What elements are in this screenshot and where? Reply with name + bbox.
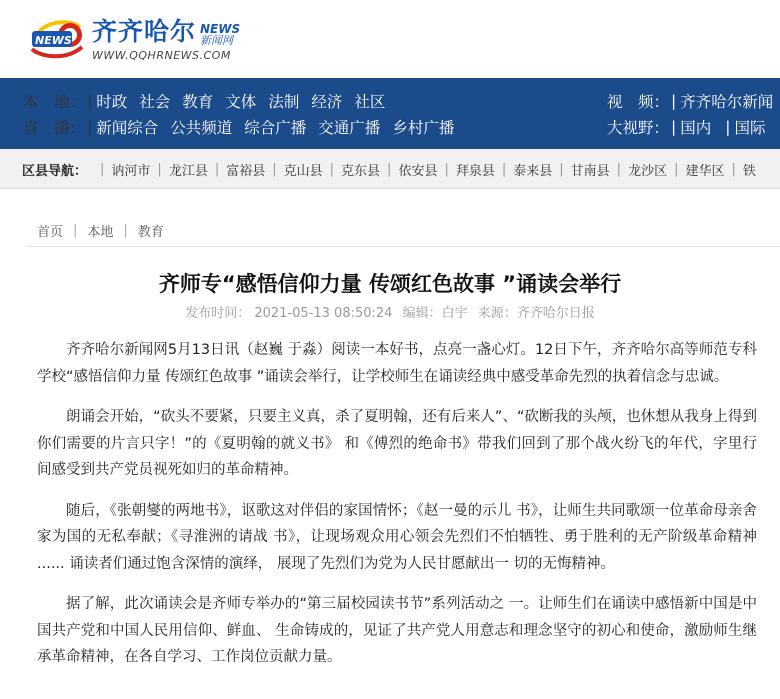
article-editor: 编辑：白宇 [402, 306, 468, 321]
logo-url: WWW.QQHRNEWS.COM [92, 48, 231, 62]
breadcrumb [37, 220, 164, 240]
article-paragraph: 齐齐哈尔新闻网5月13日讯（赵巍 于淼）阅读一本好书，点亮一盏心灯。12日下午，齐齐哈尔高等师范专科学校“感悟信仰力量 传颂红色故事 ”诵读会举行，让学校师生在诵读经典中感受革命先烈的执着信念与忠诚。 [37, 342, 757, 385]
nav-link-jingji[interactable]: 经济 [311, 93, 343, 111]
nav-link-guonei[interactable]: 国内 [680, 119, 712, 137]
nav-link-jiaoyu[interactable]: 教育 [182, 93, 214, 111]
logo-name: 齐齐哈尔 [92, 16, 197, 46]
nav-link-fazhi[interactable]: 法制 [268, 93, 300, 111]
county-divider: | [501, 161, 507, 177]
nav-divider: | [725, 118, 731, 136]
nav-divider: | [671, 92, 677, 110]
county-item[interactable]: 依安县 [398, 163, 438, 179]
nav-link-guoji[interactable]: 国际 [734, 119, 766, 137]
county-item[interactable]: 铁 [742, 163, 756, 179]
nav-link-xinwenzonghe[interactable]: 新闻综合 [96, 119, 159, 137]
county-divider: | [100, 161, 105, 177]
nav-label-vision: 大视野： [607, 119, 670, 137]
county-item[interactable]: 讷河市 [111, 163, 151, 179]
nav-link-xiangcunguangbo[interactable]: 乡村广播 [392, 119, 455, 137]
breadcrumb-home[interactable]: 首页 [37, 224, 64, 240]
county-divider: | [559, 161, 564, 177]
county-nav [0, 149, 780, 189]
county-item[interactable]: 克东县 [341, 163, 381, 179]
article-paragraph: 随后，《张朝燮的两地书》，讴歌这对伴侣的家国情怀；《赵一曼的示儿 书》，让师生共同歌颂一位革命母亲舍家为国的无私奉献；《寻淮洲的请战 书》，让现场观众用心领会先烈们不怕牺牲、勇于胜利的无产阶级革命精神 ...... 诵读者们通过饱含深情的演绎， 展现了先烈们为党为人民甘愿献出一 切的无悔精神。 [37, 502, 757, 572]
logo-news-label: NEWS [200, 21, 241, 36]
county-divider: | [157, 161, 162, 177]
breadcrumb-separator: | [123, 222, 128, 238]
nav-label-local: 本 地： [23, 93, 86, 111]
nav-row-local [23, 88, 397, 114]
county-item[interactable]: 泰来县 [513, 163, 553, 179]
nav-link-qqhr-news[interactable]: 齐齐哈尔新闻 [680, 93, 774, 111]
county-divider: | [329, 161, 335, 177]
article-source: 来源：齐齐哈尔日报 [477, 306, 595, 321]
article-body [37, 337, 757, 685]
nav-row-vision [607, 114, 778, 140]
breadcrumb-divider-line [26, 246, 780, 247]
article-publish-time: 发布时间： 2021-05-13 08:50:24 [185, 306, 393, 321]
nav-divider: | [87, 118, 93, 136]
article-paragraph: 朗诵会开始，“砍头不要紧，只要主义真，杀了夏明翰，还有后来人”、“砍断我的头颅，也休想从我身上得到你们需要的片言只字！”的《夏明翰的就义书》 和《傅烈的绝命书》带我们回到了那个战火纷飞的年代，字里行间感受到共产党员视死如归的革命精神。 [37, 409, 757, 478]
breadcrumb-separator: | [73, 222, 78, 238]
nav-row-live [23, 114, 466, 140]
logo-badge-icon [26, 13, 88, 65]
nav-link-shequ[interactable]: 社区 [354, 93, 386, 111]
breadcrumb-local[interactable]: 本地 [87, 224, 114, 240]
nav-divider: | [87, 92, 93, 110]
county-item[interactable]: 富裕县 [226, 163, 266, 179]
county-divider: | [387, 161, 392, 177]
nav-divider: | [671, 118, 677, 136]
nav-label-live: 直 播： [23, 119, 86, 137]
nav-link-shehui[interactable]: 社会 [139, 93, 171, 111]
nav-link-zongheguangbo[interactable]: 综合广播 [244, 119, 307, 137]
breadcrumb-education[interactable]: 教育 [137, 224, 164, 240]
county-item[interactable]: 龙江县 [168, 163, 208, 179]
article-paragraph: 据了解，此次诵读会是齐师专举办的“第三届校园读书节”系列活动之 一。让师生们在诵读中感悟新中国是中国共产党和中国人民用信仰、鲜血、 生命铸成的，见证了共产党人用意志和理念坚守的初心和使命，激励师生继承革命精神，在各自学习、工作岗位贡献力量。 [37, 596, 757, 665]
county-divider: | [272, 161, 277, 177]
county-nav-title: 区县导航： [22, 163, 88, 179]
site-header [0, 0, 780, 78]
county-item[interactable]: 克山县 [283, 163, 323, 179]
county-item[interactable]: 甘南县 [570, 163, 610, 179]
county-divider: | [444, 161, 449, 177]
logo-badge-text: NEWS [35, 34, 72, 47]
nav-label-video: 视 频： [607, 93, 670, 111]
county-divider: | [731, 161, 736, 177]
nav-link-gonggongpindao[interactable]: 公共频道 [170, 119, 233, 137]
county-item[interactable]: 建华区 [685, 163, 725, 179]
county-divider: | [616, 161, 622, 177]
nav-link-wenti[interactable]: 文体 [225, 93, 257, 111]
site-logo[interactable] [26, 10, 266, 68]
logo-xwz-label: 新闻网 [200, 33, 234, 47]
nav-row-video [607, 88, 780, 114]
article-title: 齐师专“感悟信仰力量 传颂红色故事 ”诵读会举行 [158, 272, 622, 296]
county-divider: | [674, 161, 679, 177]
article-meta [0, 302, 780, 321]
county-item[interactable]: 拜泉县 [455, 163, 495, 179]
nav-link-jiaotongguangbo[interactable]: 交通广播 [318, 119, 381, 137]
county-item[interactable]: 龙沙区 [628, 163, 668, 179]
nav-link-shizheng[interactable]: 时政 [96, 93, 128, 111]
county-divider: | [214, 161, 220, 177]
